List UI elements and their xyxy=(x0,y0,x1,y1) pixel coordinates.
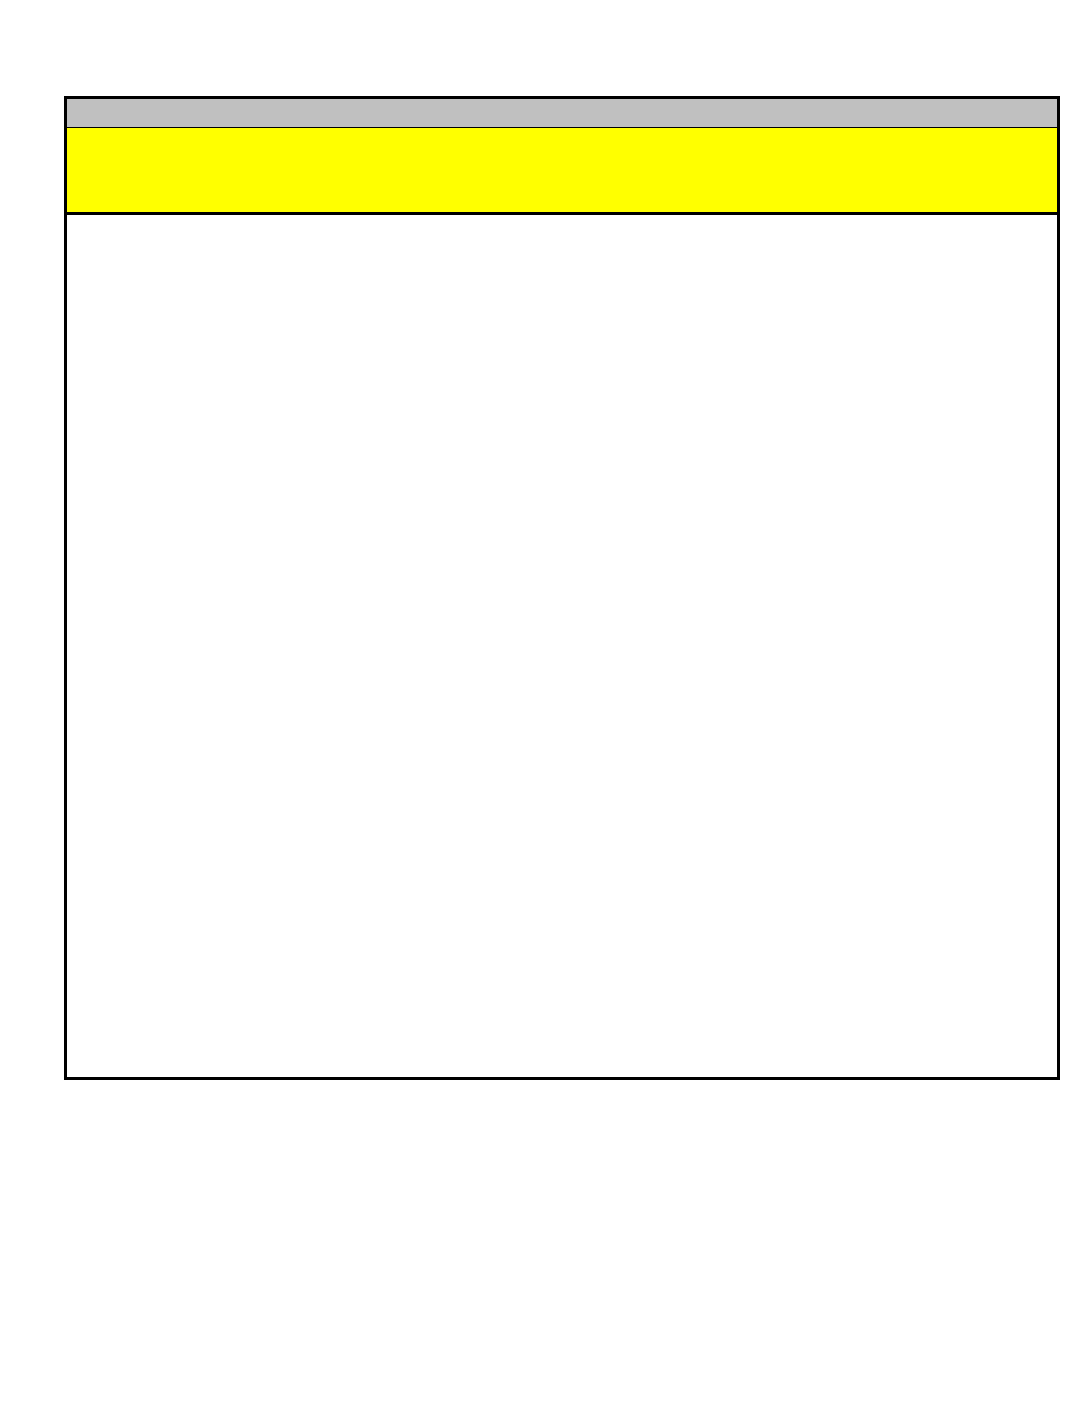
footer-row xyxy=(67,99,1057,127)
schedule-table xyxy=(64,96,1060,1080)
field-header-row xyxy=(67,128,1057,215)
